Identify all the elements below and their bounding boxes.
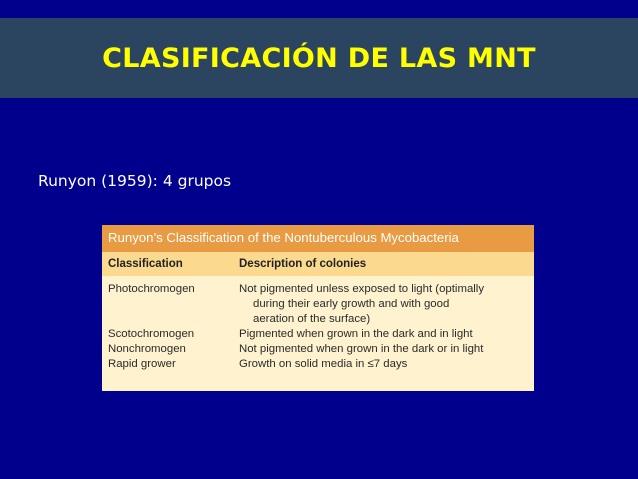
table-row [102, 327, 534, 342]
description-line: Not pigmented when grown in the dark or in light [239, 343, 484, 355]
classification-table-figure [102, 225, 534, 391]
slide-subtitle: Runyon (1959): 4 grupos [38, 172, 232, 190]
title-bar [0, 18, 638, 98]
row-description [239, 342, 534, 357]
description-line: Not pigmented unless exposed to light (optimally [239, 283, 485, 295]
description-line: Pigmented when grown in the dark and in light [239, 328, 473, 340]
row-classification: Scotochromogen [108, 328, 195, 340]
table-header [102, 252, 534, 276]
row-description [239, 357, 534, 372]
description-line: aeration of the surface) [253, 313, 371, 325]
row-description [239, 282, 534, 327]
row-classification: Nonchromogen [108, 343, 186, 355]
table-row [102, 357, 534, 372]
table-row [102, 342, 534, 357]
row-classification: Photochromogen [108, 283, 195, 295]
description-line: during their early growth and with good [253, 298, 450, 310]
slide-title: CLASIFICACIÓN DE LAS MNT [102, 42, 536, 74]
row-classification: Rapid grower [108, 358, 176, 370]
table-row [102, 282, 534, 327]
table-body [102, 276, 534, 372]
header-description: Description of colonies [239, 258, 367, 270]
description-line: Growth on solid media in ≤7 days [239, 358, 408, 370]
table-caption: Runyon’s Classification of the Nontuberculous Mycobacteria [102, 225, 534, 252]
row-description [239, 327, 534, 342]
header-classification: Classification [108, 258, 183, 270]
